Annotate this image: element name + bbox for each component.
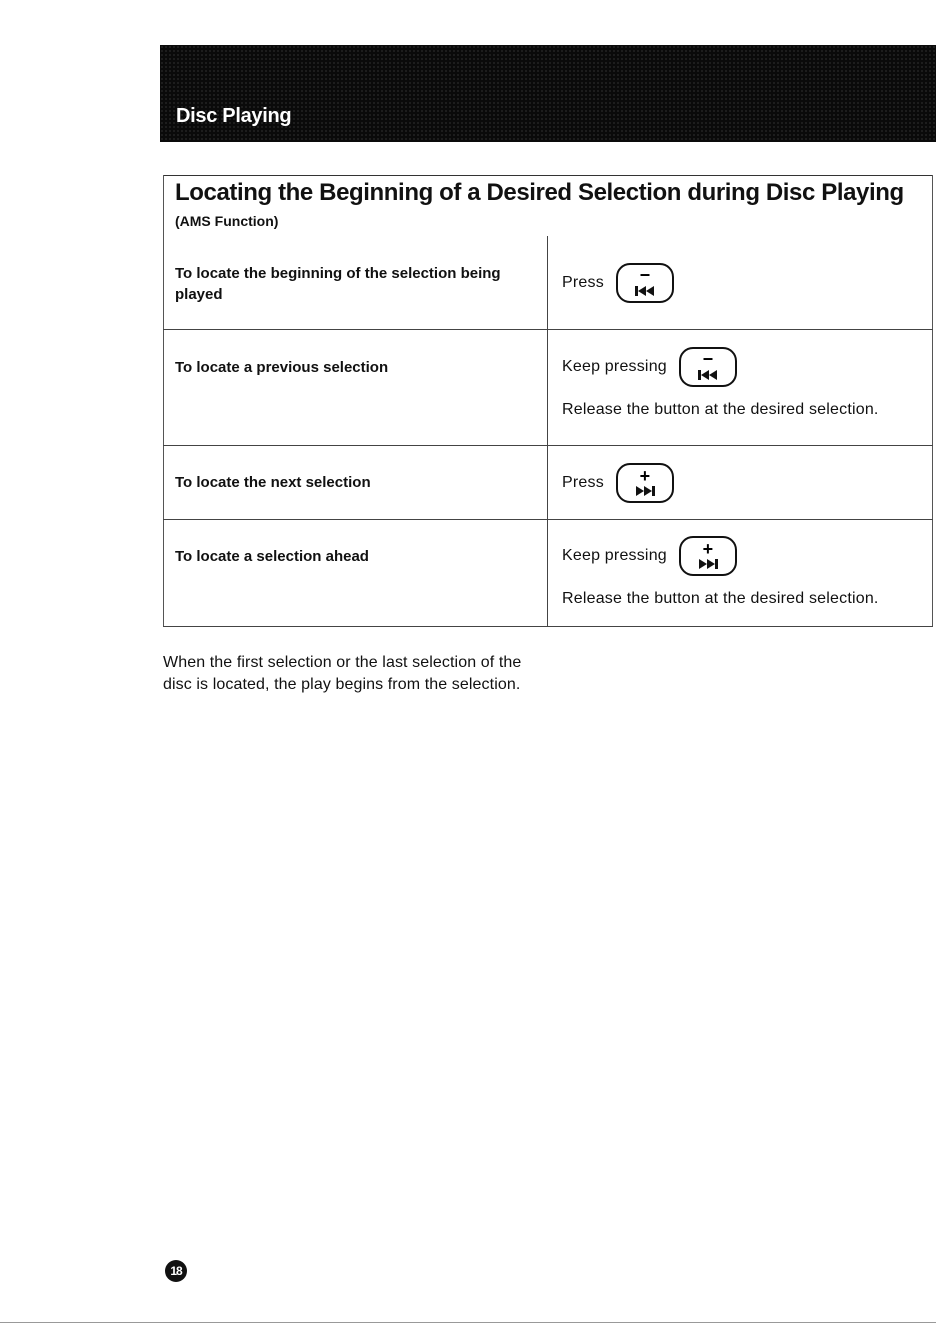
section-title-text: Locating the Beginning of a Desired Selection during Disc Playing <box>175 179 904 206</box>
row-divider <box>163 445 933 446</box>
column-divider <box>547 236 548 627</box>
banner-title: Disc Playing <box>176 105 292 127</box>
footer-line <box>0 1322 936 1323</box>
minus-symbol: − <box>639 265 651 285</box>
section-title <box>175 180 915 234</box>
plus-symbol: + <box>702 539 714 559</box>
release-note: Release the button at the desired selection. <box>562 401 879 418</box>
frame-right-border <box>932 175 933 627</box>
instruction-text: Keep pressing <box>562 547 667 564</box>
instruction-text: Press <box>562 274 604 291</box>
action-label: To locate the next selection <box>175 474 371 491</box>
previous-track-button-icon <box>616 263 674 303</box>
action-label: To locate the beginning of the selection being played <box>175 265 501 303</box>
frame-left-border <box>163 175 164 627</box>
next-track-button-icon <box>616 463 674 503</box>
action-label: To locate a previous selection <box>175 359 389 376</box>
footnote-paragraph: When the first selection or the last selection of the disc is located, the play begins from the selection. <box>163 654 522 693</box>
row-divider <box>163 519 933 520</box>
instruction-text: Press <box>562 474 604 491</box>
minus-symbol: − <box>702 349 714 369</box>
previous-track-button-icon <box>679 347 737 387</box>
release-note: Release the button at the desired selection. <box>562 590 879 607</box>
page-number-badge: 18 <box>165 1260 187 1282</box>
next-track-button-icon <box>679 536 737 576</box>
row-divider <box>163 329 933 330</box>
instruction-line <box>562 464 674 502</box>
instruction-line <box>562 264 674 302</box>
row-divider <box>163 626 933 627</box>
action-label: To locate a selection ahead <box>175 548 369 565</box>
frame-top-border <box>163 175 933 176</box>
section-subtitle: (AMS Function) <box>175 213 279 229</box>
header-banner <box>160 45 936 142</box>
instruction-line <box>562 348 737 386</box>
plus-symbol: + <box>639 466 651 486</box>
instruction-line <box>562 537 737 575</box>
instruction-text: Keep pressing <box>562 358 667 375</box>
